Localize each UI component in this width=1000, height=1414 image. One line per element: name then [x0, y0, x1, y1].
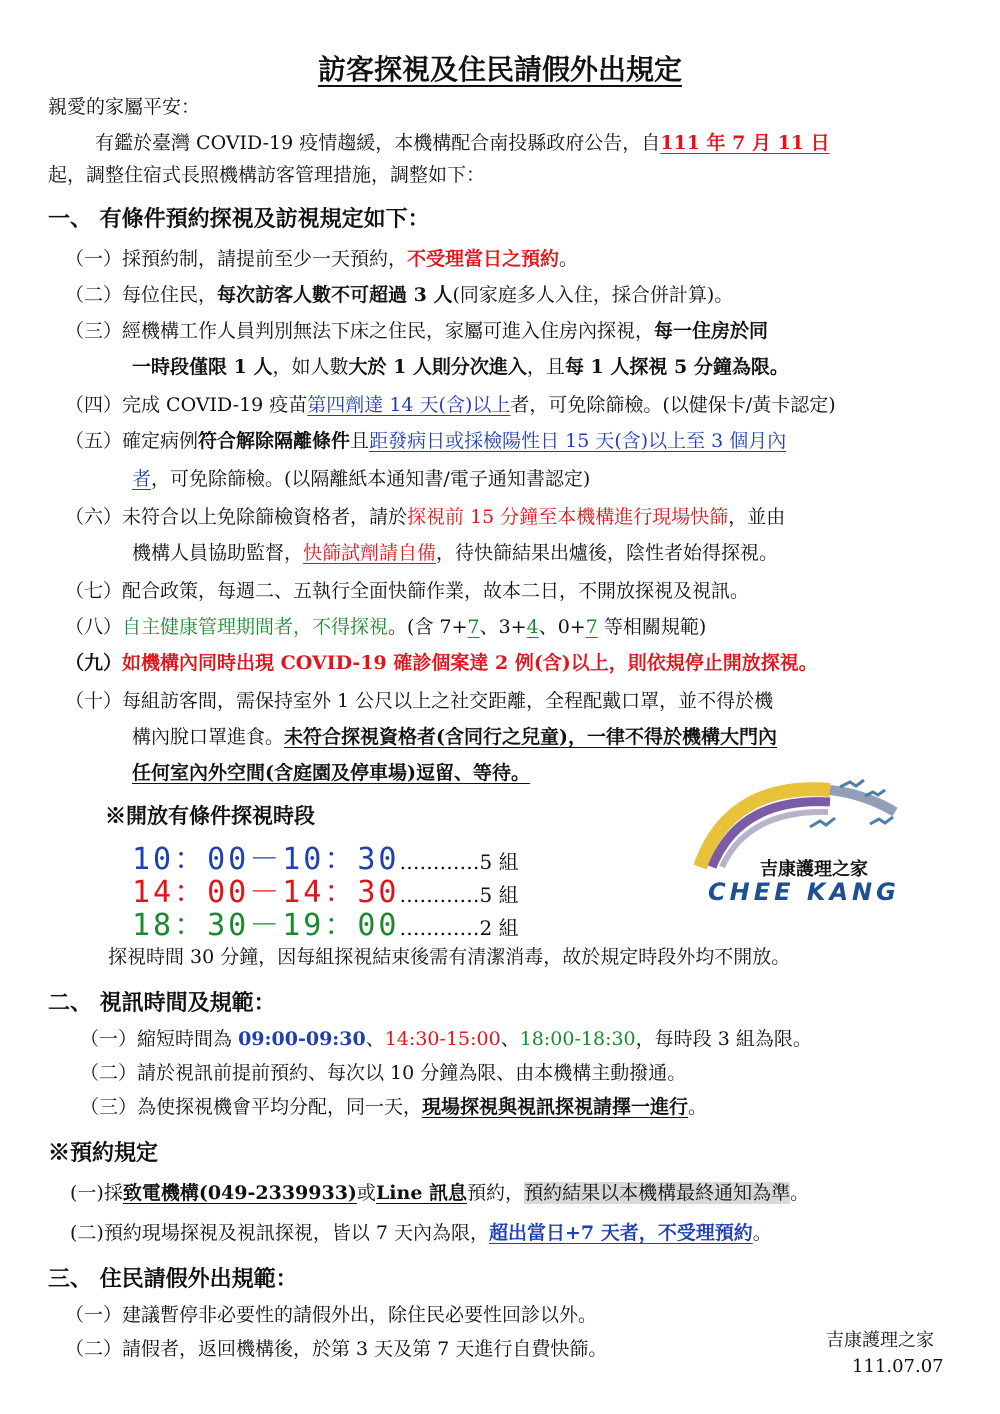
intro-line-1: 有鑑於臺灣 COVID-19 疫情趨緩，本機構配合南投縣政府公告，自111 年 7 月 11 日	[95, 132, 830, 154]
section2-heading: 二、 視訊時間及規範：	[48, 990, 276, 1016]
logo-en: CHEE KANG	[708, 878, 900, 906]
s2-item-3: （三）為使探視機會平均分配，同一天，現場探視與視訊探視請擇一進行。	[80, 1096, 708, 1118]
page-title: 訪客探視及住民請假外出規定	[317, 53, 682, 86]
s1-item-5: （五）確定病例符合解除隔離條件且距發病日或採檢陽性日 15 天(含)以上至 3 個月內	[65, 430, 787, 452]
visit-note: 探視時間 30 分鐘，因每組探視結束後需有清潔消毒，故於規定時段外均不開放。	[108, 946, 791, 968]
booking-item-2: (二)預約現場探視及視訊探視，皆以 7 天內為限，超出當日+7 天者，不受理預約。	[70, 1222, 772, 1244]
greeting: 親愛的家屬平安：	[48, 96, 201, 118]
s3-item-2: （二）請假者，返回機構後，於第 3 天及第 7 天進行自費快篩。	[65, 1338, 608, 1360]
s1-item-6-line2: 機構人員協助監督，快篩試劑請自備，待快篩結果出爐後，陰性者始得探視。	[132, 542, 779, 564]
s1-item-10-line3: 任何室內外空間(含庭園及停車場)逗留、等待。	[132, 762, 530, 784]
section1-heading: 一、 有條件預約探視及訪視規定如下：	[48, 206, 430, 232]
s1-item-8: （八）自主健康管理期間者，不得探視。(含 7+7、3+4、0+7 等相關規範)	[65, 616, 707, 638]
booking-item-1: (一)採致電機構(049-2339933)或Line 訊息預約，預約結果以本機構最終通知為準。	[70, 1182, 810, 1204]
slot-row: 14：00－14：30…………5 組	[132, 875, 519, 910]
signature-name: 吉康護理之家	[826, 1330, 934, 1351]
s1-item-7: （七）配合政策，每週二、五執行全面快篩作業，故本二日，不開放探視及視訊。	[65, 580, 750, 602]
slot-row: 18：30－19：00…………2 組	[132, 908, 519, 943]
logo-name: 吉康護理之家	[760, 859, 868, 880]
s1-item-5-line2: 者，可免除篩檢。(以隔離紙本通知書/電子通知書認定)	[132, 468, 591, 490]
section3-heading: 三、 住民請假外出規範：	[48, 1266, 298, 1292]
slot-row: 10：00－10：30…………5 組	[132, 842, 519, 877]
s1-item-3-line2: 一時段僅限 1 人，如人數大於 1 人則分次進入，且每 1 人探視 5 分鐘為限。	[132, 356, 789, 378]
s1-item-1: （一）採預約制，請提前至少一天預約，不受理當日之預約。	[65, 248, 579, 270]
signature-date: 111.07.07	[852, 1356, 944, 1377]
s2-item-1: （一）縮短時間為 09:00-09:30、14:30-15:00、18:00-18:30，每時段 3 組為限。	[80, 1028, 812, 1050]
booking-heading: ※預約規定	[48, 1140, 159, 1166]
s1-item-4: （四）完成 COVID-19 疫苗第四劑達 14 天(含)以上者，可免除篩檢。(以健保卡/黃卡認定)	[65, 394, 836, 416]
s2-item-2: （二）請於視訊前提前預約、每次以 10 分鐘為限、由本機構主動撥通。	[80, 1062, 687, 1084]
s1-item-6: （六）未符合以上免除篩檢資格者，請於探視前 15 分鐘至本機構進行現場快篩，並由	[65, 506, 786, 528]
s1-item-10: （十）每組訪客間，需保持室外 1 公尺以上之社交距離，全程配戴口罩，並不得於機	[65, 690, 774, 712]
s1-item-9: （九）如機構內同時出現 COVID-19 確診個案達 2 例(含)以上，則依規停止開放探視。	[65, 652, 818, 674]
s3-item-1: （一）建議暫停非必要性的請假外出，除住民必要性回診以外。	[65, 1304, 598, 1326]
slots-heading: ※開放有條件探視時段	[105, 803, 315, 828]
intro-line-2: 起，調整住宿式長照機構訪客管理措施，調整如下：	[48, 164, 486, 186]
s1-item-10-line2: 構內脫口罩進食。未符合探視資格者(含同行之兒童)，一律不得於機構大門內	[132, 726, 777, 748]
s1-item-3: （三）經機構工作人員判別無法下床之住民，家屬可進入住房內探視，每一住房於同	[65, 320, 769, 342]
s1-item-2: （二）每位住民，每次訪客人數不可超過 3 人(同家庭多人入住，採合併計算)。	[65, 284, 734, 306]
